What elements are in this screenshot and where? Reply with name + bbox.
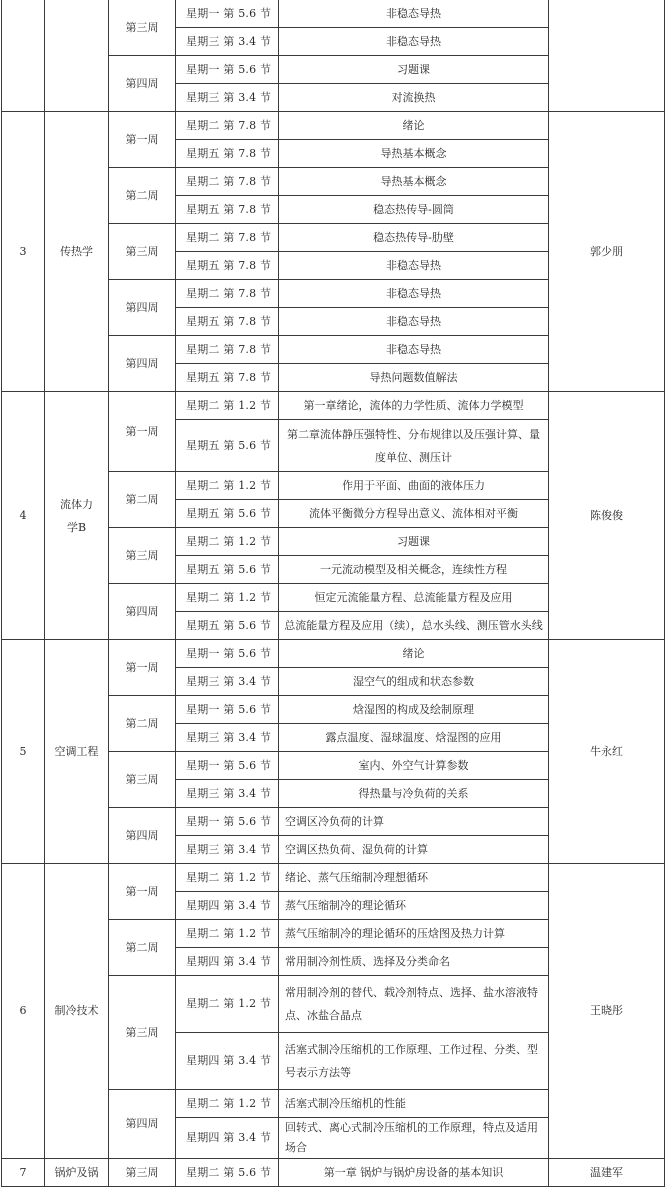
time-cell: 星期一 第 5.6 节 <box>176 696 279 724</box>
content-cell: 绪论 <box>279 112 549 140</box>
content-cell: 非稳态导热 <box>279 336 549 364</box>
time-cell: 星期三 第 3.4 节 <box>176 668 279 696</box>
time-cell: 星期五 第 5.6 节 <box>176 612 279 640</box>
teacher-cell: 郭少朋 <box>549 112 665 392</box>
table-row <box>2 1159 665 1187</box>
week-cell: 第三周 <box>109 752 176 808</box>
content-cell: 流体平衡微分方程导出意义、流体相对平衡 <box>279 500 549 528</box>
course-number-cell: 4 <box>2 392 45 640</box>
content-cell: 空调区冷负荷的计算 <box>279 808 549 836</box>
time-cell: 星期二 第 7.8 节 <box>176 112 279 140</box>
content-cell: 总流能量方程及应用（续），总水头线、测压管水头线 <box>279 612 549 640</box>
time-cell: 星期五 第 7.8 节 <box>176 196 279 224</box>
course-name-cell <box>45 0 109 112</box>
week-cell: 第三周 <box>109 224 176 280</box>
course-name-cell: 传热学 <box>45 112 109 392</box>
content-cell: 非稳态导热 <box>279 252 549 280</box>
time-cell: 星期二 第 1.2 节 <box>176 584 279 612</box>
time-cell: 星期二 第 1.2 节 <box>176 920 279 948</box>
course-number-cell: 7 <box>2 1159 45 1187</box>
time-cell: 星期四 第 3.4 节 <box>176 1118 279 1159</box>
week-cell: 第二周 <box>109 920 176 976</box>
time-cell: 星期一 第 5.6 节 <box>176 752 279 780</box>
week-cell: 第二周 <box>109 168 176 224</box>
time-cell: 星期一 第 5.6 节 <box>176 808 279 836</box>
time-cell: 星期五 第 7.8 节 <box>176 140 279 168</box>
content-cell: 一元流动模型及相关概念，连续性方程 <box>279 556 549 584</box>
time-cell: 星期二 第 7.8 节 <box>176 336 279 364</box>
week-cell: 第三周 <box>109 0 176 56</box>
time-cell: 星期五 第 5.6 节 <box>176 420 279 472</box>
time-cell: 星期二 第 5.6 节 <box>176 1159 279 1187</box>
week-cell: 第二周 <box>109 472 176 528</box>
content-cell: 导热问题数值解法 <box>279 364 549 392</box>
time-cell: 星期三 第 3.4 节 <box>176 84 279 112</box>
content-cell: 对流换热 <box>279 84 549 112</box>
time-cell: 星期二 第 1.2 节 <box>176 392 279 420</box>
time-cell: 星期一 第 5.6 节 <box>176 56 279 84</box>
content-cell: 常用制冷剂性质、选择及分类命名 <box>279 948 549 976</box>
time-cell: 星期二 第 7.8 节 <box>176 224 279 252</box>
time-cell: 星期二 第 1.2 节 <box>176 472 279 500</box>
week-cell: 第四周 <box>109 808 176 864</box>
week-cell: 第四周 <box>109 584 176 640</box>
course-number-cell <box>2 0 45 112</box>
content-cell: 第一章绪论，流体的力学性质、流体力学模型 <box>279 392 549 420</box>
teacher-cell <box>549 0 665 112</box>
content-cell: 空调区热负荷、湿负荷的计算 <box>279 836 549 864</box>
time-cell: 星期五 第 7.8 节 <box>176 252 279 280</box>
week-cell: 第一周 <box>109 112 176 168</box>
time-cell: 星期一 第 5.6 节 <box>176 0 279 28</box>
week-cell: 第三周 <box>109 1159 176 1187</box>
time-cell: 星期二 第 7.8 节 <box>176 168 279 196</box>
table-row <box>2 0 665 28</box>
teacher-cell: 王晓彤 <box>549 864 665 1159</box>
content-cell: 常用制冷剂的替代、载冷剂特点、选择、盐水溶液特点、冰盐合晶点 <box>279 976 549 1033</box>
time-cell: 星期二 第 1.2 节 <box>176 528 279 556</box>
week-cell: 第一周 <box>109 640 176 696</box>
content-cell: 作用于平面、曲面的液体压力 <box>279 472 549 500</box>
course-name-cell: 流体力学B <box>45 392 109 640</box>
course-number-cell: 5 <box>2 640 45 864</box>
content-cell: 绪论、蒸气压缩制冷理想循环 <box>279 864 549 892</box>
content-cell: 恒定元流能量方程、总流能量方程及应用 <box>279 584 549 612</box>
content-cell: 非稳态导热 <box>279 280 549 308</box>
content-cell: 习题课 <box>279 56 549 84</box>
week-cell: 第三周 <box>109 976 176 1090</box>
time-cell: 星期二 第 1.2 节 <box>176 1090 279 1118</box>
course-name-cell: 锅炉及锅 <box>45 1159 109 1187</box>
content-cell: 习题课 <box>279 528 549 556</box>
content-cell: 露点温度、湿球温度、焓湿图的应用 <box>279 724 549 752</box>
time-cell: 星期三 第 3.4 节 <box>176 724 279 752</box>
time-cell: 星期四 第 3.4 节 <box>176 948 279 976</box>
course-name-cell: 制冷技术 <box>45 864 109 1159</box>
time-cell: 星期三 第 3.4 节 <box>176 836 279 864</box>
time-cell: 星期二 第 7.8 节 <box>176 280 279 308</box>
content-cell: 稳态热传导-圆筒 <box>279 196 549 224</box>
week-cell: 第四周 <box>109 336 176 392</box>
week-cell: 第四周 <box>109 1090 176 1159</box>
time-cell: 星期四 第 3.4 节 <box>176 892 279 920</box>
content-cell: 室内、外空气计算参数 <box>279 752 549 780</box>
table-row <box>2 640 665 668</box>
content-cell: 导热基本概念 <box>279 168 549 196</box>
time-cell: 星期五 第 5.6 节 <box>176 556 279 584</box>
teacher-cell: 陈俊俊 <box>549 392 665 640</box>
table-row <box>2 864 665 892</box>
time-cell: 星期二 第 1.2 节 <box>176 976 279 1033</box>
time-cell: 星期五 第 7.8 节 <box>176 308 279 336</box>
content-cell: 活塞式制冷压缩机的性能 <box>279 1090 549 1118</box>
week-cell: 第四周 <box>109 280 176 336</box>
course-name-cell: 空调工程 <box>45 640 109 864</box>
course-number-cell: 3 <box>2 112 45 392</box>
content-cell: 第一章 锅炉与锅炉房设备的基本知识 <box>279 1159 549 1187</box>
time-cell: 星期四 第 3.4 节 <box>176 1033 279 1090</box>
teacher-cell: 牛永红 <box>549 640 665 864</box>
time-cell: 星期五 第 7.8 节 <box>176 364 279 392</box>
content-cell: 非稳态导热 <box>279 0 549 28</box>
course-schedule-table <box>1 0 665 1187</box>
content-cell: 得热量与冷负荷的关系 <box>279 780 549 808</box>
time-cell: 星期一 第 5.6 节 <box>176 640 279 668</box>
week-cell: 第二周 <box>109 696 176 752</box>
week-cell: 第一周 <box>109 864 176 920</box>
time-cell: 星期二 第 1.2 节 <box>176 864 279 892</box>
table-row <box>2 112 665 140</box>
table-row <box>2 392 665 420</box>
teacher-cell: 温建军 <box>549 1159 665 1187</box>
content-cell: 蒸气压缩制冷的理论循环的压焓图及热力计算 <box>279 920 549 948</box>
content-cell: 绪论 <box>279 640 549 668</box>
week-cell: 第一周 <box>109 392 176 472</box>
content-cell: 非稳态导热 <box>279 308 549 336</box>
content-cell: 湿空气的组成和状态参数 <box>279 668 549 696</box>
content-cell: 焓湿图的构成及绘制原理 <box>279 696 549 724</box>
content-cell: 回转式、离心式制冷压缩机的工作原理，特点及适用场合 <box>279 1118 549 1159</box>
time-cell: 星期五 第 5.6 节 <box>176 500 279 528</box>
content-cell: 导热基本概念 <box>279 140 549 168</box>
content-cell: 稳态热传导-肋壁 <box>279 224 549 252</box>
week-cell: 第三周 <box>109 528 176 584</box>
week-cell: 第四周 <box>109 56 176 112</box>
content-cell: 第二章流体静压强特性、分布规律以及压强计算、量度单位、测压计 <box>279 420 549 472</box>
content-cell: 蒸气压缩制冷的理论循环 <box>279 892 549 920</box>
course-number-cell: 6 <box>2 864 45 1159</box>
time-cell: 星期三 第 3.4 节 <box>176 780 279 808</box>
time-cell: 星期三 第 3.4 节 <box>176 28 279 56</box>
content-cell: 非稳态导热 <box>279 28 549 56</box>
content-cell: 活塞式制冷压缩机的工作原理、工作过程、分类、型号表示方法等 <box>279 1033 549 1090</box>
